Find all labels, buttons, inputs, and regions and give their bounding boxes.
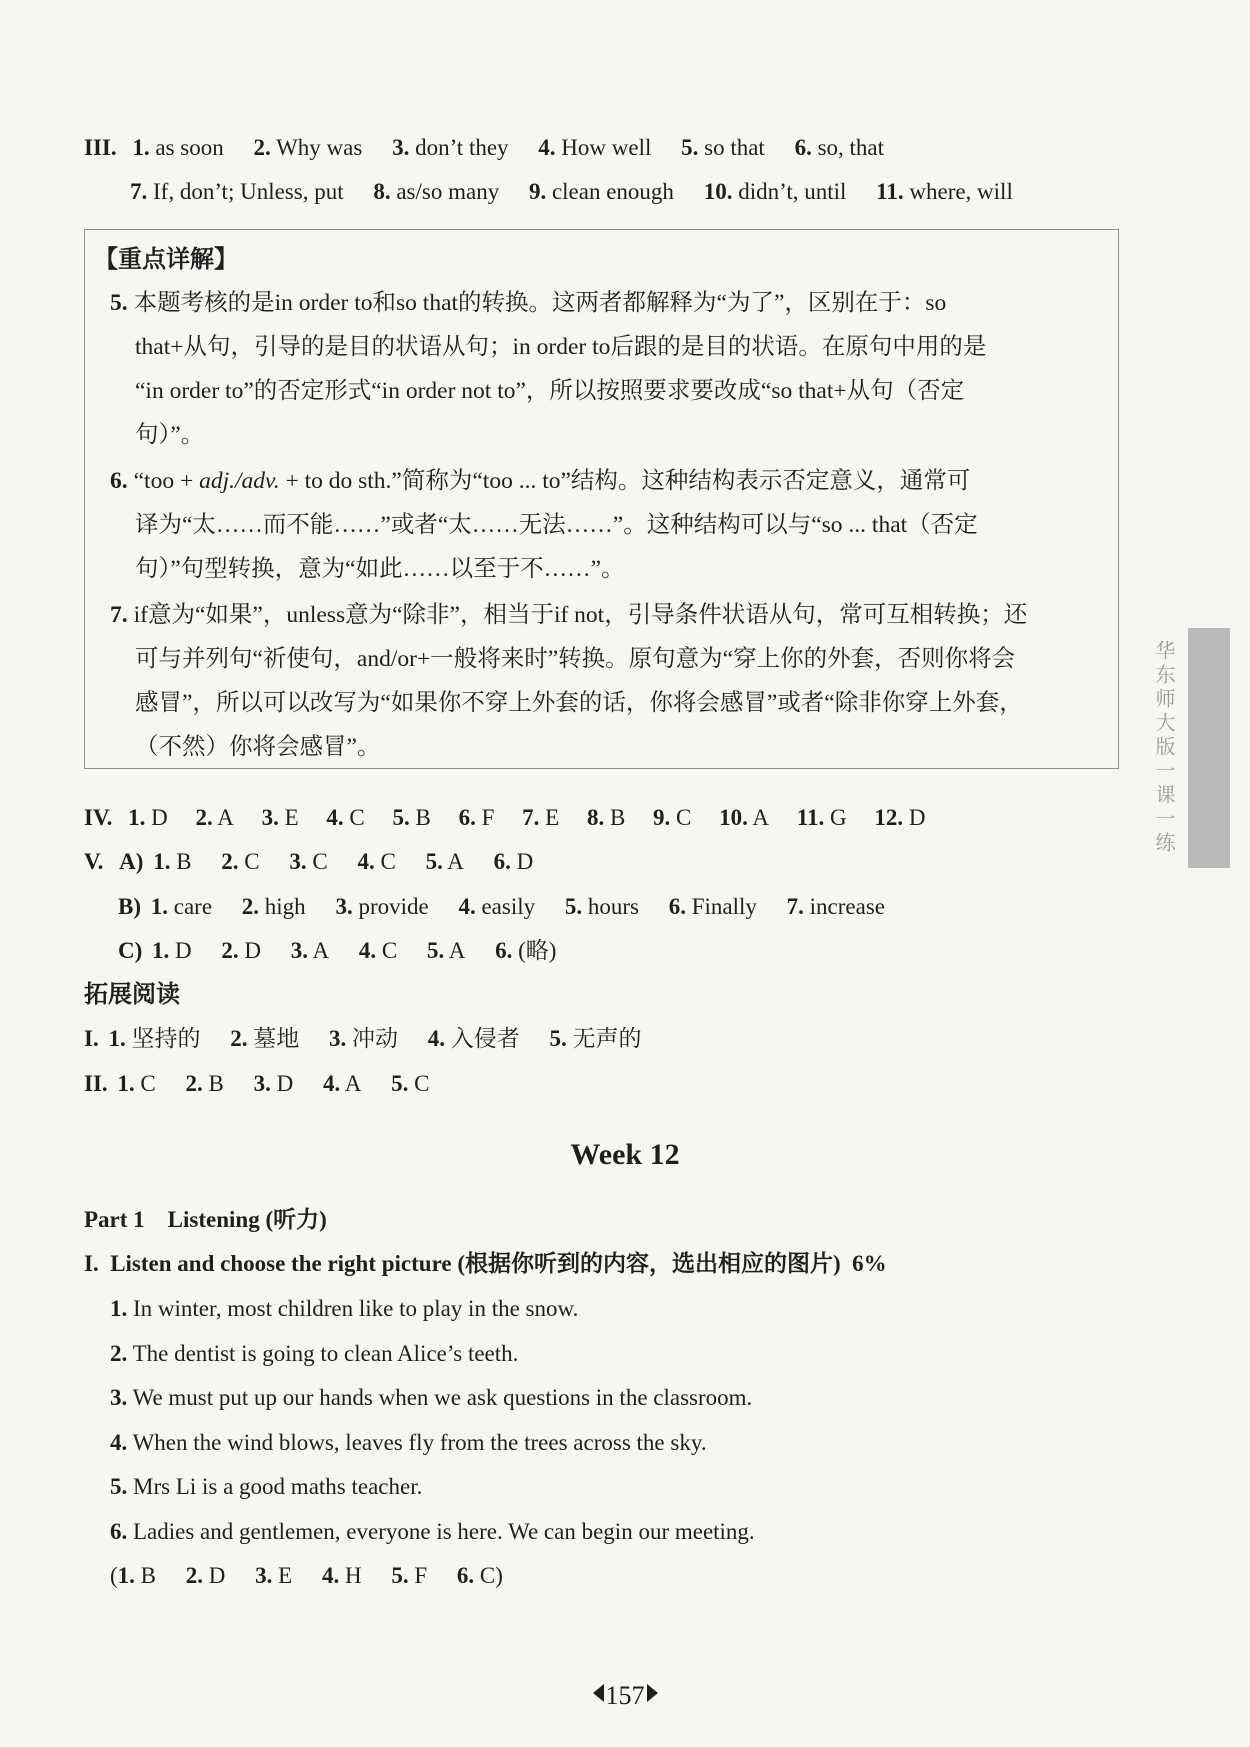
answer-item: 8. as/so many <box>373 179 500 204</box>
answer-item: 9. clean enough <box>528 179 674 204</box>
answer-item: 4. How well <box>538 135 652 160</box>
keypoint-7-line-1: 7. if意为“如果”，unless意为“除非”，相当于if not，引导条件状语从句，常可互相转换；还 <box>110 602 1028 628</box>
section-5-c-row: C) 1. D 2. D 3. A 4. C 5. A 6. (略) <box>118 938 557 963</box>
keypoint-7-line-2: 可与并列句“祈使句，and/or+一般将来时”转换。原句意为“穿上你的外套，否则你将会 <box>135 646 1016 672</box>
answer-item: 5. so that <box>681 135 765 160</box>
side-tab <box>1188 628 1230 868</box>
triangle-right-icon <box>647 1684 658 1702</box>
keypoint-6-line-1: 6. “too + adj./adv. + to do sth.”简称为“too ... to”结构。这种结构表示否定意义，通常可 <box>110 468 971 494</box>
extended-ii-row: II. 1. C 2. B 3. D 4. A 5. C <box>84 1071 430 1096</box>
answer-item: 10. didn’t, until <box>703 179 847 204</box>
answer-item: 7. If, don’t; Unless, put <box>130 179 344 204</box>
side-label: 华东师大版一课一练 <box>1152 640 1176 856</box>
section-4-row: IV. 1. D 2. A 3. E 4. C 5. B 6. F 7. E 8. B 9. C 10. A 11. G 12. D <box>84 805 926 830</box>
keypoints-title: 【重点详解】 <box>94 247 238 273</box>
listening-sentence: 2. The dentist is going to clean Alice’s teeth. <box>110 1341 519 1366</box>
task-heading: I. Listen and choose the right picture (根据你听到的内容，选出相应的图片) 6% <box>84 1251 887 1276</box>
answer-item: 6. so, that <box>794 135 885 160</box>
extended-title: 拓展阅读 <box>84 982 180 1008</box>
week-title: Week 12 <box>570 1138 680 1171</box>
keypoint-6-line-2: 译为“太……而不能……”或者“太……无法……”。这种结构可以与“so ... that（否定 <box>135 512 978 538</box>
keypoint-5-line-3: “in order to”的否定形式“in order not to”，所以按照要求要改成“so that+从句（否定 <box>135 378 965 404</box>
answer-item: 11. where, will <box>876 179 1013 204</box>
keypoint-5-line-1: 5. 本题考核的是in order to和so that的转换。这两者都解释为“为了”，区别在于：so <box>110 290 947 316</box>
keypoint-6-line-3: 句）”句型转换，意为“如此……以至于不……”。 <box>135 556 625 582</box>
keypoint-5-line-2: that+从句，引导的是目的状语从句；in order to后跟的是目的状语。在原句中用的是 <box>135 334 987 360</box>
keypoint-5-line-4: 句）”。 <box>135 422 205 448</box>
listening-sentence: 4. When the wind blows, leaves fly from the trees across the sky. <box>110 1430 707 1455</box>
listening-sentence: 5. Mrs Li is a good maths teacher. <box>110 1474 423 1499</box>
section-3-row-1 <box>84 136 884 159</box>
triangle-left-icon <box>593 1684 604 1702</box>
part-heading: Part 1 Listening (听力) <box>84 1207 327 1232</box>
page-number: 157 <box>0 1683 1250 1709</box>
keypoint-7-line-4: （不然）你将会感冒”。 <box>135 734 381 760</box>
section-label: III. <box>84 135 117 160</box>
listening-sentence: 6. Ladies and gentlemen, everyone is here. We can begin our meeting. <box>110 1519 755 1544</box>
section-5-b-row: B) 1. care 2. high 3. provide 4. easily 5. hours 6. Finally 7. increase <box>118 894 885 919</box>
answer-item: 1. as soon <box>132 135 224 160</box>
section-5-a-row: V. A) 1. B 2. C 3. C 4. C 5. A 6. D <box>84 849 534 874</box>
extended-i-row: I. 1. 坚持的 2. 墓地 3. 冲动 4. 入侵者 5. 无声的 <box>84 1026 642 1051</box>
listening-answers: (1. B 2. D 3. E 4. H 5. F 6. C) <box>110 1563 503 1588</box>
listening-sentence: 3. We must put up our hands when we ask questions in the classroom. <box>110 1385 753 1410</box>
keypoint-7-line-3: 感冒”，所以可以改写为“如果你不穿上外套的话，你将会感冒”或者“除非你穿上外套， <box>135 690 1023 716</box>
answer-item: 2. Why was <box>253 135 363 160</box>
section-3-row-2 <box>130 180 1013 203</box>
listening-sentence: 1. In winter, most children like to play in the snow. <box>110 1296 579 1321</box>
answer-item: 3. don’t they <box>392 135 509 160</box>
